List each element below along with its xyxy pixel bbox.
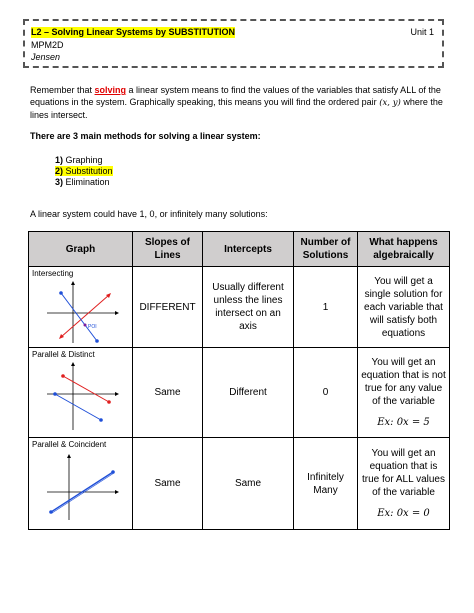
solutions-cell: Infinitely Many <box>294 438 358 530</box>
algebra-cell <box>358 348 450 438</box>
lesson-title: L2 – Solving Linear Systems by SUBSTITUTION <box>31 27 236 37</box>
algebra-text: You will get a single solution for each variable that will satisfy both equations <box>364 275 443 339</box>
method-number: 3) <box>55 177 64 187</box>
solving-highlight: solving <box>94 85 127 95</box>
solutions-cell: 0 <box>294 348 358 438</box>
header-solutions: Number of Solutions <box>294 232 358 267</box>
table-row <box>29 267 450 348</box>
table-header-row <box>29 232 450 267</box>
graph-cell-intersecting <box>29 267 133 348</box>
method-number: 2) <box>55 166 64 176</box>
slopes-cell: DIFFERENT <box>133 267 203 348</box>
header-algebra: What happens algebraically <box>358 232 450 267</box>
method-item-graphing <box>55 155 103 166</box>
method-label: Graphing <box>65 155 103 165</box>
teacher-name: Jensen <box>31 52 61 62</box>
solutions-cell: 1 <box>294 267 358 348</box>
intercepts-cell: Same <box>203 438 294 530</box>
header-graph: Graph <box>29 232 133 267</box>
graph-label: Parallel & Distinct <box>32 350 95 359</box>
intro-text-1: Remember that <box>30 85 95 95</box>
intro-text-3: where the lines intersect. <box>30 97 443 120</box>
algebra-text: You will get an equation that is not true for any value of the variable <box>361 357 446 407</box>
method-item-substitution <box>55 166 113 177</box>
poi-label: POI <box>88 324 97 330</box>
graph-cell-parallel-distinct <box>29 348 133 438</box>
intersecting-graph-icon <box>39 281 123 345</box>
intro-paragraph <box>30 84 450 121</box>
graph-label: Intersecting <box>32 269 74 278</box>
ordered-pair: (x, y) <box>379 98 401 108</box>
methods-heading: There are 3 main methods for solving a linear system: <box>30 131 261 141</box>
graph-label: Parallel & Coincident <box>32 440 107 449</box>
algebra-cell <box>358 267 450 348</box>
algebra-cell <box>358 438 450 530</box>
method-label: Elimination <box>65 177 110 187</box>
algebra-example: Ex: 0x = 5 <box>377 417 430 428</box>
course-code: MPM2D <box>31 40 64 50</box>
method-number: 1) <box>55 155 64 165</box>
method-label: Substitution <box>65 166 113 176</box>
parallel-distinct-graph-icon <box>39 362 123 432</box>
header-slopes: Slopes of Lines <box>133 232 203 267</box>
header-intercepts: Intercepts <box>203 232 294 267</box>
intro-text-2: a linear system means to find the values of the variables that satisfy ALL of the equations in the system. Graphically speaking, this means you will find the ordered pair <box>30 85 441 107</box>
intercepts-cell: Usually different unless the lines intersect on an axis <box>203 267 294 348</box>
solutions-table <box>28 231 450 530</box>
header-box <box>23 19 444 68</box>
solutions-intro: A linear system could have 1, 0, or infinitely many solutions: <box>30 209 268 219</box>
table-row <box>29 348 450 438</box>
unit-label: Unit 1 <box>410 27 434 37</box>
slopes-cell: Same <box>133 438 203 530</box>
algebra-text: You will get an equation that is true for ALL values of the variable <box>361 448 445 498</box>
method-item-elimination <box>55 177 110 188</box>
table-row <box>29 438 450 530</box>
parallel-coincident-graph-icon <box>39 452 123 522</box>
algebra-example: Ex: 0x = 0 <box>377 508 430 519</box>
intercepts-cell: Different <box>203 348 294 438</box>
graph-cell-parallel-coincident <box>29 438 133 530</box>
slopes-cell: Same <box>133 348 203 438</box>
